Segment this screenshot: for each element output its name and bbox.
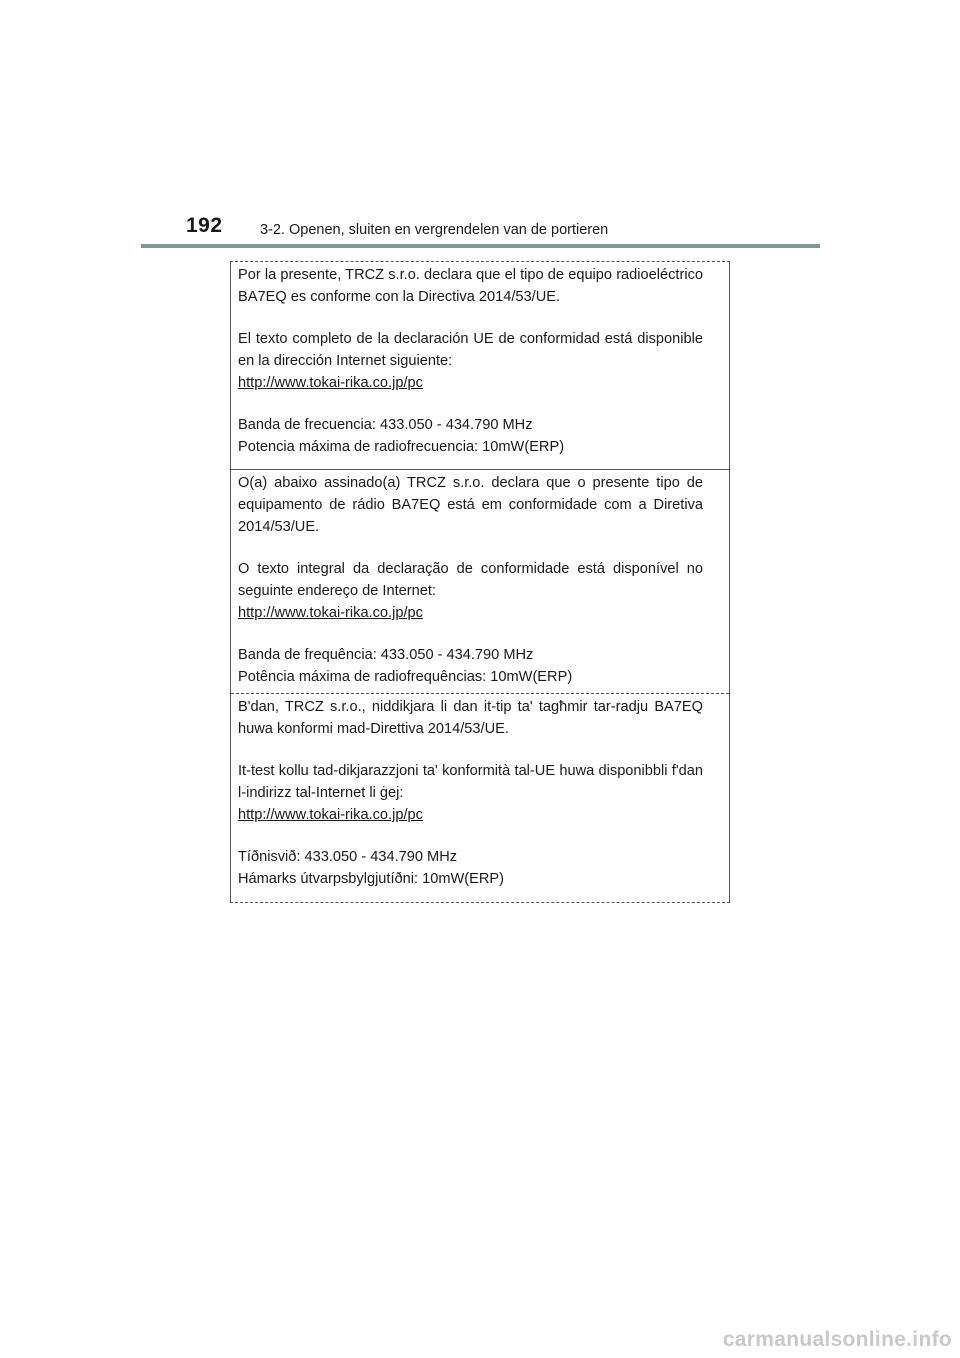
site-watermark: carmanualsonline.info [722,1328,952,1351]
declaration-link[interactable]: http://www.tokai-rika.co.jp/pc [238,375,423,391]
declaration-box [230,261,730,903]
declaration-link[interactable]: http://www.tokai-rika.co.jp/pc [238,605,423,621]
declaration-text: O(a) abaixo assinado(a) TRCZ s.r.o. declara que o presente tipo de equipamento de rádio BA7EQ está em conformidade com a Diretiva 2014/53/UE. [238,475,703,535]
declaration-section-maltese [231,696,729,901]
page-number: 192 [186,214,223,237]
section-divider [231,693,729,694]
availability-text [238,328,703,394]
spec-block [238,414,703,458]
frequency-band: Banda de frequência: 433.050 - 434.790 MHz [238,647,534,663]
declaration-link[interactable]: http://www.tokai-rika.co.jp/pc [238,807,423,823]
declaration-section-portuguese [231,472,729,694]
availability-sentence: It-test kollu tad-dikjarazzjoni ta' konformità tal-UE huwa disponibbli f'dan l-indirizz tal-Internet li ġej: [238,763,703,801]
spec-block [238,846,703,890]
frequency-band: Banda de frecuencia: 433.050 - 434.790 MHz [238,417,533,433]
max-power: Potencia máxima de radiofrecuencia: 10mW(ERP) [238,439,565,455]
frequency-band: Tíðnisvið: 433.050 - 434.790 MHz [238,849,458,865]
page-header [0,0,960,250]
max-power: Potência máxima de radiofrequências: 10mW(ERP) [238,669,573,685]
declaration-section-spanish [231,264,729,470]
header-divider [141,244,820,248]
declaration-text: B'dan, TRCZ s.r.o., niddikjara li dan it-tip ta' tagħmir tar-radju BA7EQ huwa konformi mad-Direttiva 2014/53/UE. [238,699,703,737]
spec-block [238,644,703,688]
availability-sentence: O texto integral da declaração de conformidade está disponível no seguinte endereço de Internet: [238,561,703,599]
section-divider [231,469,729,470]
declaration-text: Por la presente, TRCZ s.r.o. declara que el tipo de equipo radioeléctrico BA7EQ es conforme con la Directiva 2014/53/UE. [238,267,703,305]
max-power: Hámarks útvarpsbylgjutíðni: 10mW(ERP) [238,871,505,887]
availability-sentence: El texto completo de la declaración UE de conformidad está disponible en la dirección Internet siguiente: [238,331,703,369]
availability-text [238,558,703,624]
chapter-title: 3-2. Openen, sluiten en vergrendelen van de portieren [260,222,609,238]
availability-text [238,760,703,826]
